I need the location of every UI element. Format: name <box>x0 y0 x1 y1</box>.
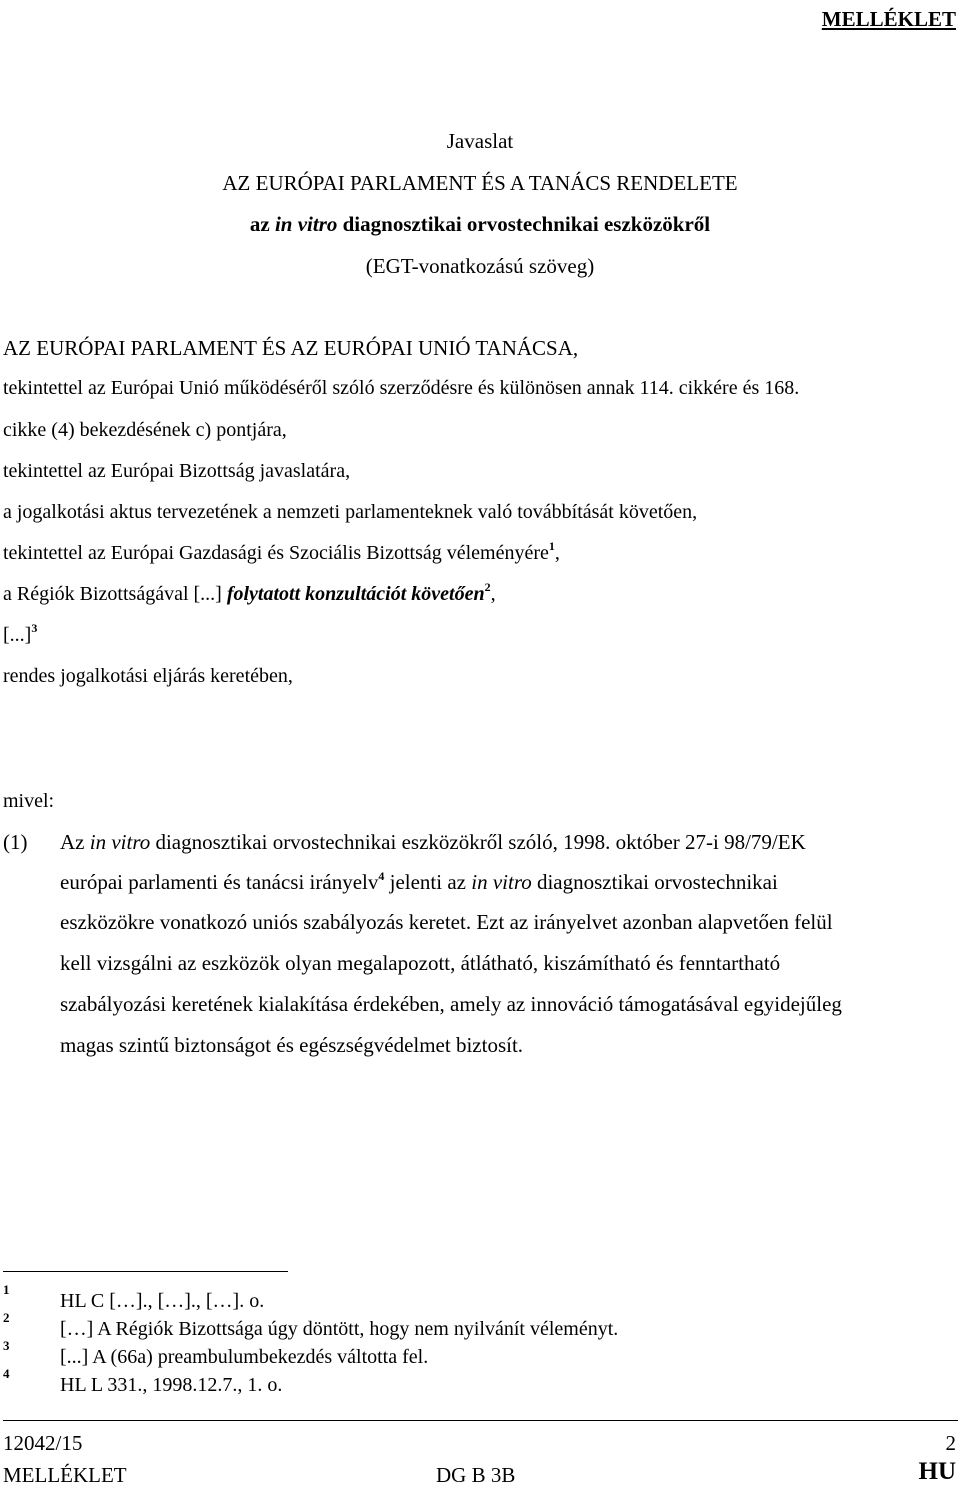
footnote-text: HL L 331., 1998.12.7., 1. o. <box>60 1374 283 1396</box>
recital-line-4: kell vizsgálni az eszközök olyan megalapozott, átlátható, kiszámítható és fenntartható <box>60 951 781 975</box>
footnote-number: 3 <box>3 1338 10 1353</box>
citation-deleted <box>3 623 37 647</box>
citation-eesc-end: , <box>554 542 560 564</box>
citation-cor <box>3 582 496 606</box>
recital-number: (1) <box>3 830 28 854</box>
recital-line-2b: jelenti az <box>384 870 472 894</box>
recital-line-1a: Az <box>60 830 90 854</box>
footnote-ref-4: 4 <box>378 869 385 883</box>
eea-relevance: (EGT-vonatkozású szöveg) <box>365 254 595 278</box>
recital-line-1c: diagnosztikai orvostechnikai eszközökről szóló, 1998. október 27-i 98/79/EK <box>150 830 806 854</box>
footnote-text: […] A Régiók Bizottsága úgy döntött, hogy nem nyilvánít véleményt. <box>60 1318 619 1340</box>
citation-parliaments: a jogalkotási aktus tervezetének a nemzeti parlamenteknek való továbbítását követően, <box>3 501 698 523</box>
citation-procedure: rendes jogalkotási eljárás keretében, <box>3 665 293 687</box>
recital-line-2a: európai parlamenti és tanácsi irányelv <box>60 870 379 894</box>
footer-language: HU <box>918 1458 956 1485</box>
proposal-label: Javaslat <box>446 129 514 153</box>
recital-line-3: eszközökre vonatkozó uniós szabályozás keretet. Ezt az irányelvet azonban alapvetően felül <box>60 910 833 934</box>
citation-cor-text: a Régiók Bizottságával [...] <box>3 583 227 605</box>
footnote-separator <box>3 1271 288 1272</box>
footer-page-number: 2 <box>945 1431 956 1455</box>
whereas-intro: mivel: <box>3 790 55 812</box>
footer-doc-number: 12042/15 <box>3 1431 83 1455</box>
recital-line-6: magas szintű biztonságot és egészségvédelmet biztosít. <box>60 1033 524 1057</box>
annex-header: MELLÉKLET <box>821 7 956 31</box>
footnote-ref-1: 1 <box>548 539 555 553</box>
citation-treaty-line2: cikke (4) bekezdésének c) pontjára, <box>3 419 287 441</box>
preamble-authors: AZ EURÓPAI PARLAMENT ÉS AZ EURÓPAI UNIÓ TANÁCSA, <box>3 336 579 360</box>
recital-line-1 <box>60 829 806 855</box>
citation-commission: tekintettel az Európai Bizottság javaslatára, <box>3 460 351 482</box>
footnote-text: HL C […]., […]., […]. o. <box>60 1290 265 1312</box>
regulation-subject <box>0 211 960 237</box>
recital-line-2c: in vitro <box>471 870 532 894</box>
citation-eesc <box>3 541 560 565</box>
citation-eesc-text: tekintettel az Európai Gazdasági és Szociális Bizottság véleményére <box>3 542 549 564</box>
recital-line-2d: diagnosztikai orvostechnikai <box>531 870 778 894</box>
recital-line-2 <box>60 869 778 895</box>
citation-cor-emph: folytatott konzultációt követően <box>226 583 485 605</box>
footer-dg: DG B 3B <box>436 1463 516 1487</box>
footnote-number: 4 <box>3 1366 10 1381</box>
recital-line-1b: in vitro <box>89 830 151 854</box>
subject-prefix: az <box>249 212 275 236</box>
footer-annex-label: MELLÉKLET <box>3 1463 127 1487</box>
regulation-title: AZ EURÓPAI PARLAMENT ÉS A TANÁCS RENDELETE <box>222 171 738 195</box>
footnote-number: 2 <box>3 1310 10 1325</box>
footnote-text: [...] A (66a) preambulumbekezdés váltotta fel. <box>60 1346 429 1368</box>
subject-italic: in vitro <box>274 212 338 236</box>
recital-line-5: szabályozási keretének kialakítása érdekében, amely az innováció támogatásával egyidejűleg <box>60 992 842 1016</box>
citation-treaty-line1: tekintettel az Európai Unió működéséről szóló szerződésre és különösen annak 114. cikkére és 168. <box>3 377 800 399</box>
footnote-ref-2: 2 <box>484 580 491 594</box>
citation-deleted-text: [...] <box>3 624 32 646</box>
subject-rest: diagnosztikai orvostechnikai eszközökről <box>337 212 711 236</box>
citation-cor-end: , <box>490 583 496 605</box>
footnote-ref-3: 3 <box>31 621 38 635</box>
footer-rule <box>3 1420 958 1421</box>
footnote-number: 1 <box>3 1282 10 1297</box>
